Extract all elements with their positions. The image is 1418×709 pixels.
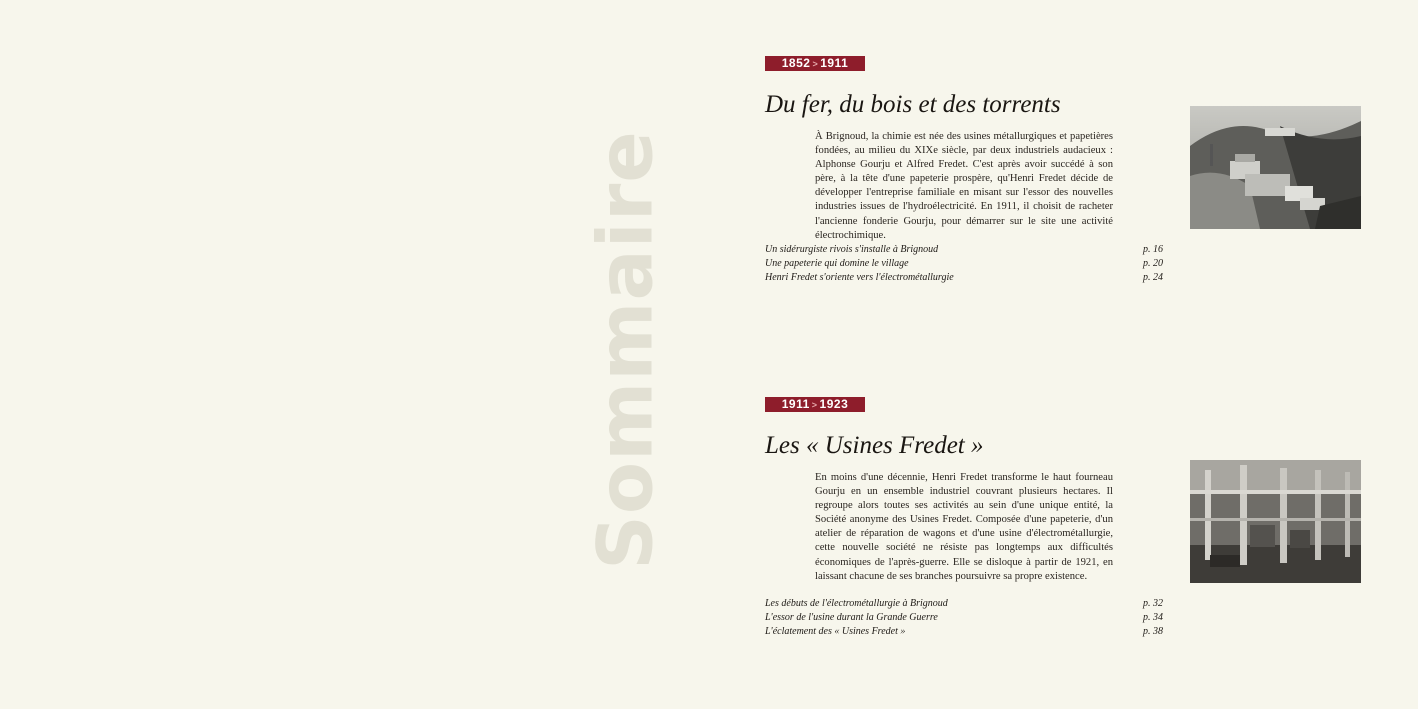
section-body-text: En moins d'une décennie, Henri Fredet transforme le haut fourneau Gourju en un ensemble industriel couvrant plusieurs hectares. Il regroupe alors toutes ses activités au sein d'une unique entité, la Société anonyme des Usines Fredet. Composée d'une papeterie, d'un atelier de réparation de wagons et d'une usine d'électrométallurgie, cette nouvelle société ne résiste pas longtemps aux difficultés économiques de l'après-guerre. Elle se disloque à partir de 1921, en laissant chacune de ses branches poursuivre sa propre existence. (815, 472, 1113, 582)
date-end: 1923 (819, 397, 849, 411)
table-of-contents (765, 243, 1163, 285)
date-arrow: > (811, 400, 818, 410)
toc-entry-label: Une papeterie qui domine le village (765, 258, 909, 269)
toc-entry-page: p. 32 (1143, 598, 1163, 609)
toc-entry-label: L'éclatement des « Usines Fredet » (765, 626, 906, 637)
date-badge (765, 56, 865, 71)
toc-entry[interactable] (765, 611, 1163, 625)
toc-entry-page: p. 16 (1143, 244, 1163, 255)
toc-entry-page: p. 20 (1143, 258, 1163, 269)
toc-entry-label: Un sidérurgiste rivois s'installe à Brignoud (765, 244, 939, 255)
vertical-page-title (580, 130, 670, 570)
historic-photo-factory (1190, 460, 1361, 583)
date-start: 1911 (781, 397, 810, 411)
toc-entry-label: Les débuts de l'électrométallurgie à Brignoud (765, 598, 948, 609)
toc-entry-page: p. 38 (1143, 626, 1163, 637)
toc-entry[interactable] (765, 597, 1163, 611)
toc-entry[interactable] (765, 625, 1163, 639)
historic-photo-village (1190, 106, 1361, 229)
section-body-text: À Brignoud, la chimie est née des usines métallurgiques et papetières fondées, au milieu du XIXe siècle, par deux industriels audacieux : Alphonse Gourju et Alfred Fredet. C'est après avoir succédé à son père, à la tête d'une papeterie prospère, qu'Henri Fredet décide de développer l'entreprise familiale en misant sur l'essor des nouvelles industries issues de l'hydroélectricité. En 1911, il choisit de racheter l'ancienne fonderie Gourju, pour démarrer sur le site une activité électrochimique. (815, 131, 1113, 241)
toc-entry[interactable] (765, 271, 1163, 285)
table-of-contents (765, 597, 1163, 639)
page-title: Sommaire (580, 130, 670, 570)
toc-entry[interactable] (765, 257, 1163, 271)
section-1852-1911 (765, 56, 1365, 296)
toc-entry-page: p. 34 (1143, 612, 1163, 623)
toc-entry-label: Henri Fredet s'oriente vers l'électrométallurgie (765, 272, 954, 283)
date-start: 1852 (781, 56, 811, 70)
toc-entry-page: p. 24 (1143, 272, 1163, 283)
date-end: 1911 (820, 56, 849, 70)
section-1911-1923 (765, 397, 1365, 647)
factory-interior-image (1190, 460, 1361, 583)
toc-entry-label: L'essor de l'usine durant la Grande Guerre (765, 612, 938, 623)
date-arrow: > (812, 59, 819, 69)
toc-entry[interactable] (765, 243, 1163, 257)
section-title: Les « Usines Fredet » (765, 432, 984, 459)
section-title: Du fer, du bois et des torrents (765, 91, 1061, 118)
date-badge (765, 397, 865, 412)
village-landscape-image (1190, 106, 1361, 229)
